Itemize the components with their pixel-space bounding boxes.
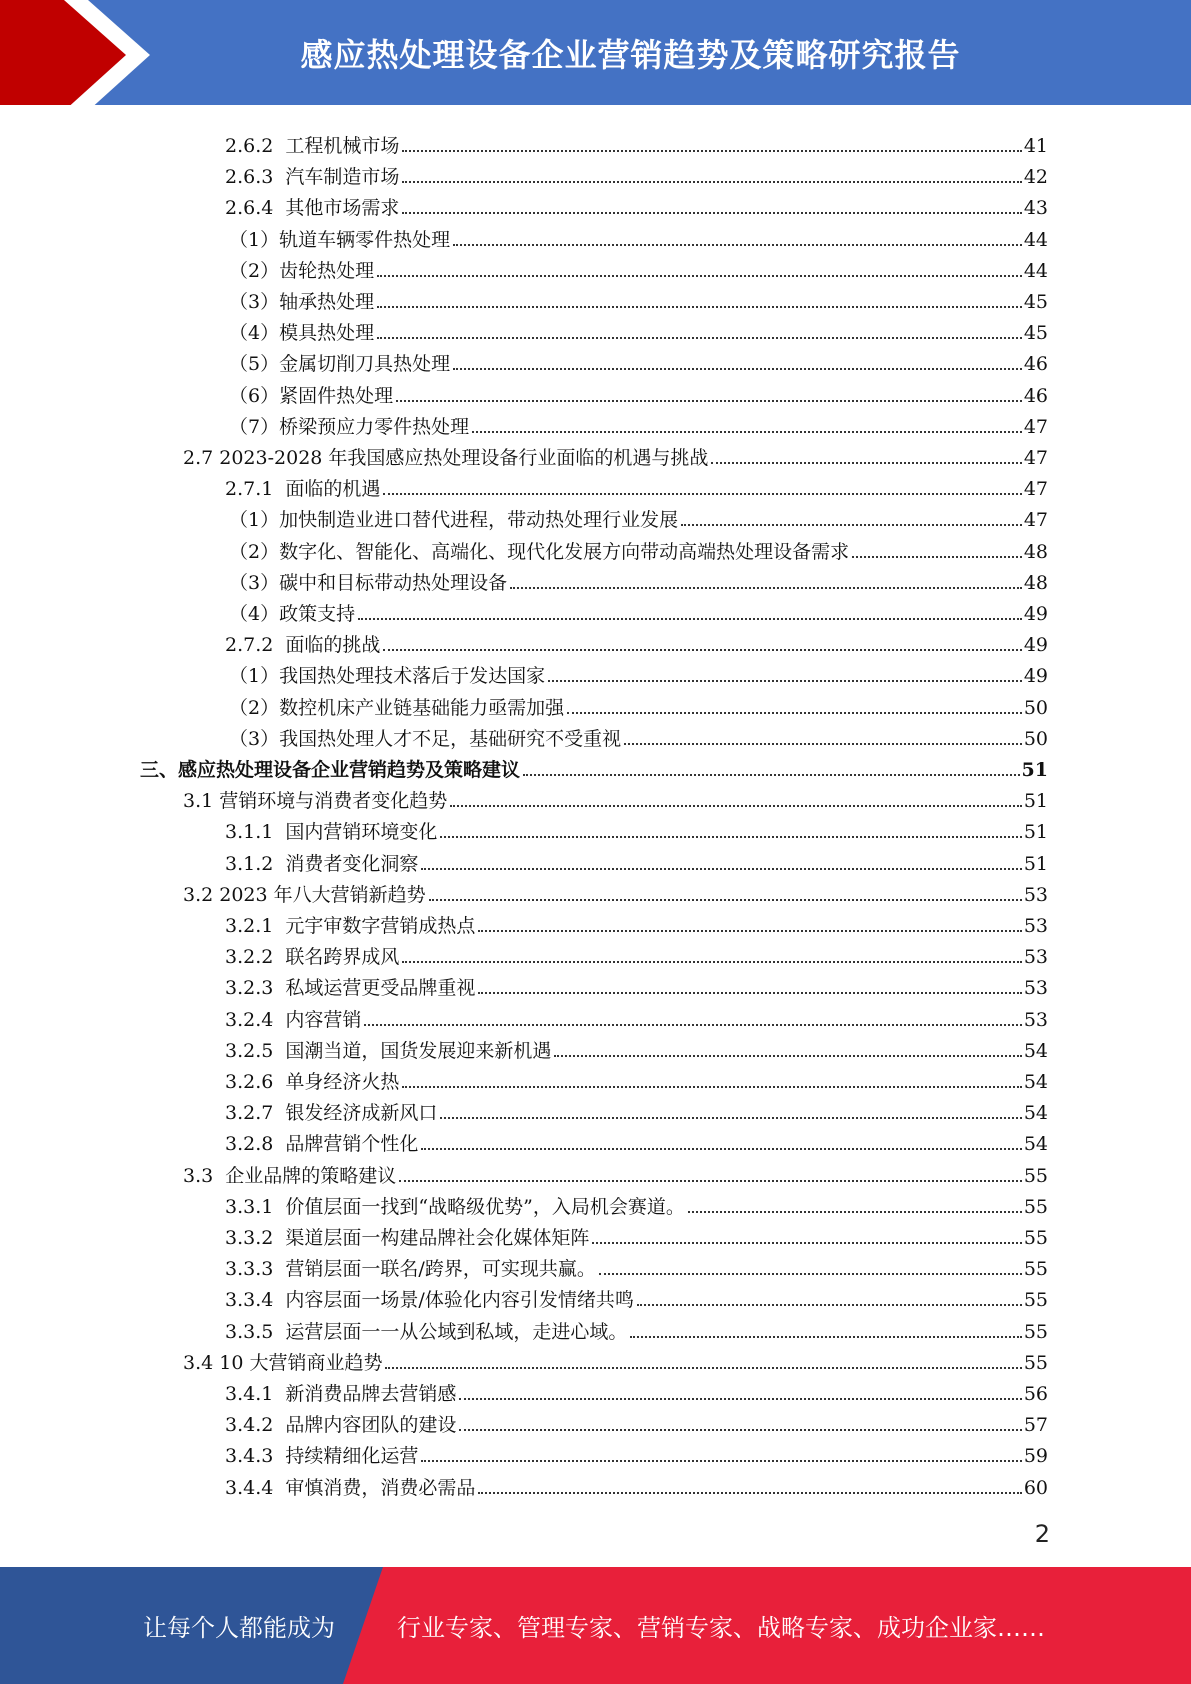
toc-entry-label: 3.2.2 联名跨界成风 — [225, 946, 400, 968]
toc-entry[interactable] — [225, 938, 1048, 969]
toc-entry-label: （2）数字化、智能化、高端化、现代化发展方向带动高端热处理设备需求 — [229, 541, 850, 563]
toc-leader-dots — [478, 930, 1021, 932]
toc-leader-dots — [459, 1429, 1021, 1431]
toc-entry-page: 59 — [1023, 1445, 1048, 1467]
toc-entry[interactable] — [225, 1406, 1048, 1437]
toc-entry-label: （1）轨道车辆零件热处理 — [229, 229, 451, 251]
toc-leader-dots — [711, 462, 1021, 464]
toc-entry[interactable] — [225, 1469, 1048, 1500]
toc-entry[interactable] — [225, 969, 1048, 1000]
toc-entry[interactable] — [229, 252, 1048, 283]
toc-entry-label: 2.7.2 面临的挑战 — [225, 634, 381, 656]
toc-leader-dots — [472, 431, 1022, 433]
toc-entry[interactable] — [225, 1094, 1048, 1125]
toc-leader-dots — [523, 774, 1020, 776]
toc-entry-page: 51 — [1021, 759, 1048, 781]
toc-entry-label: 2.6.4 其他市场需求 — [225, 197, 400, 219]
toc-entry-page: 53 — [1023, 1009, 1048, 1031]
toc-entry[interactable] — [225, 1125, 1048, 1156]
toc-entry-label: 3.3 企业品牌的策略建议 — [183, 1165, 397, 1187]
toc-leader-dots — [440, 1117, 1021, 1119]
toc-entry-page: 53 — [1023, 977, 1048, 999]
report-title: 感应热处理设备企业营销趋势及策略研究报告 — [300, 35, 961, 74]
toc-entry-label: 3.2.4 内容营销 — [225, 1009, 362, 1031]
toc-entry-label: （2）数控机床产业链基础能力亟需加强 — [229, 697, 565, 719]
toc-leader-dots — [510, 587, 1022, 589]
toc-entry-label: 3.3.5 运营层面一一从公域到私域，走进心域。 — [225, 1321, 628, 1343]
toc-leader-dots — [630, 1336, 1021, 1338]
toc-leader-dots — [383, 649, 1021, 651]
toc-entry-page: 46 — [1023, 385, 1048, 407]
toc-entry[interactable] — [225, 813, 1048, 844]
toc-entry-page: 51 — [1023, 853, 1048, 875]
toc-leader-dots — [478, 1492, 1021, 1494]
toc-entry-label: 3.2.3 私域运营更受品牌重视 — [225, 977, 476, 999]
toc-entry-label: 3.4.4 审慎消费，消费必需品 — [225, 1477, 476, 1499]
toc-leader-dots — [402, 181, 1021, 183]
page-header — [0, 0, 1191, 111]
toc-entry[interactable] — [229, 314, 1048, 345]
toc-entry-label: （2）齿轮热处理 — [229, 260, 375, 282]
toc-entry-page: 49 — [1023, 634, 1048, 656]
toc-entry-label: 3.4.1 新消费品牌去营销感 — [225, 1383, 457, 1405]
toc-entry-page: 47 — [1023, 509, 1048, 531]
toc-entry-label: 3.4 10 大营销商业趋势 — [183, 1352, 383, 1374]
toc-entry[interactable] — [225, 1250, 1048, 1281]
footer-slogan: 让每个人都能成为 — [143, 1614, 335, 1642]
toc-entry-page: 48 — [1023, 572, 1048, 594]
toc-entry[interactable] — [183, 439, 1048, 470]
toc-entry-page: 47 — [1023, 447, 1048, 469]
toc-entry-label: （3）我国热处理人才不足，基础研究不受重视 — [229, 728, 622, 750]
toc-leader-dots — [567, 712, 1022, 714]
toc-entry-label: 2.6.3 汽车制造市场 — [225, 166, 400, 188]
toc-entry-page: 48 — [1023, 541, 1048, 563]
toc-entry-label: （5）金属切削刀具热处理 — [229, 353, 451, 375]
toc-entry[interactable] — [225, 845, 1048, 876]
toc-leader-dots — [852, 556, 1022, 558]
toc-entry[interactable] — [225, 907, 1048, 938]
toc-entry-label: 3.2 2023 年八大营销新趋势 — [183, 884, 426, 906]
toc-entry[interactable] — [229, 221, 1048, 252]
toc-entry[interactable] — [183, 1157, 1048, 1188]
toc-entry-label: 2.7 2023-2028 年我国感应热处理设备行业面临的机遇与挑战 — [183, 447, 709, 469]
toc-leader-dots — [377, 306, 1022, 308]
toc-leader-dots — [421, 1460, 1021, 1462]
toc-entry[interactable] — [225, 158, 1048, 189]
toc-entry[interactable] — [183, 1344, 1048, 1375]
toc-leader-dots — [459, 1398, 1021, 1400]
toc-entry-page: 54 — [1023, 1071, 1048, 1093]
toc-leader-dots — [364, 1024, 1021, 1026]
toc-entry-label: （3）碳中和目标带动热处理设备 — [229, 572, 508, 594]
toc-entry-label: （3）轴承热处理 — [229, 291, 375, 313]
toc-entry-page: 44 — [1023, 260, 1048, 282]
toc-entry[interactable] — [229, 657, 1048, 688]
toc-entry[interactable] — [225, 1281, 1048, 1312]
toc-entry[interactable] — [229, 720, 1048, 751]
toc-leader-dots — [554, 1055, 1021, 1057]
toc-entry[interactable] — [229, 533, 1048, 564]
toc-leader-dots — [592, 1242, 1021, 1244]
toc-entry-page: 54 — [1023, 1102, 1048, 1124]
toc-leader-dots — [637, 1304, 1022, 1306]
toc-leader-dots — [421, 1148, 1021, 1150]
toc-entry[interactable] — [229, 408, 1048, 439]
toc-entry-label: 3.3.2 渠道层面一构建品牌社会化媒体矩阵 — [225, 1227, 590, 1249]
toc-leader-dots — [377, 337, 1022, 339]
toc-entry-label: 2.6.2 工程机械市场 — [225, 135, 400, 157]
toc-entry-label: 3.4.2 品牌内容团队的建设 — [225, 1414, 457, 1436]
toc-entry-page: 55 — [1023, 1227, 1048, 1249]
toc-leader-dots — [399, 1180, 1022, 1182]
toc-entry-label: 3.3.1 价值层面一找到“战略级优势”，入局机会赛道。 — [225, 1196, 685, 1218]
toc-entry-label: （6）紧固件热处理 — [229, 385, 394, 407]
toc-entry-label: 2.7.1 面临的机遇 — [225, 478, 381, 500]
toc-entry[interactable] — [225, 1313, 1048, 1344]
toc-entry-page: 51 — [1023, 821, 1048, 843]
toc-entry[interactable] — [225, 189, 1048, 220]
toc-leader-dots — [383, 493, 1021, 495]
toc-entry-page: 53 — [1023, 884, 1048, 906]
toc-leader-dots — [453, 244, 1022, 246]
toc-leader-dots — [402, 212, 1021, 214]
toc-entry-label: 3.1.2 消费者变化洞察 — [225, 853, 419, 875]
toc-entry-page: 45 — [1023, 322, 1048, 344]
toc-entry-page: 50 — [1023, 697, 1048, 719]
toc-entry-page: 54 — [1023, 1133, 1048, 1155]
toc-entry-label: 3.1 营销环境与消费者变化趋势 — [183, 790, 448, 812]
page-footer — [0, 1567, 1191, 1684]
toc-entry-page: 47 — [1023, 478, 1048, 500]
toc-entry-label: 3.2.8 品牌营销个性化 — [225, 1133, 419, 1155]
toc-entry-page: 55 — [1023, 1352, 1048, 1374]
footer-tagline: 行业专家、管理专家、营销专家、战略专家、成功企业家…… — [397, 1614, 1045, 1642]
toc-entry-page: 49 — [1023, 665, 1048, 687]
toc-entry-page: 42 — [1023, 166, 1048, 188]
toc-entry-label: 3.3.4 内容层面一场景/体验化内容引发情绪共鸣 — [225, 1289, 634, 1311]
toc-entry-label: 3.2.7 银发经济成新风口 — [225, 1102, 438, 1124]
toc-leader-dots — [421, 868, 1021, 870]
toc-leader-dots — [453, 368, 1022, 370]
toc-entry-label: 3.3.3 营销层面一联名/跨界，可实现共赢。 — [225, 1258, 596, 1280]
toc-entry-page: 44 — [1023, 229, 1048, 251]
toc-entry[interactable] — [225, 1375, 1048, 1406]
toc-entry-page: 53 — [1023, 946, 1048, 968]
toc-leader-dots — [396, 400, 1022, 402]
toc-entry[interactable] — [229, 564, 1048, 595]
toc-entry[interactable] — [225, 1437, 1048, 1468]
toc-entry-label: （1）我国热处理技术落后于发达国家 — [229, 665, 546, 687]
toc-entry-label: 3.4.3 持续精细化运营 — [225, 1445, 419, 1467]
toc-entry-page: 60 — [1023, 1477, 1048, 1499]
toc-entry-page: 46 — [1023, 353, 1048, 375]
toc-entry-page: 41 — [1023, 135, 1048, 157]
toc-entry-page: 56 — [1023, 1383, 1048, 1405]
toc-leader-dots — [377, 275, 1022, 277]
toc-entry[interactable] — [225, 470, 1048, 501]
toc-entry-label: （4）模具热处理 — [229, 322, 375, 344]
toc-entry[interactable] — [183, 876, 1048, 907]
toc-entry-label: 3.2.6 单身经济火热 — [225, 1071, 400, 1093]
toc-entry-page: 55 — [1023, 1289, 1048, 1311]
toc-entry[interactable] — [225, 1063, 1048, 1094]
toc-leader-dots — [358, 618, 1022, 620]
toc-entry-page: 55 — [1023, 1258, 1048, 1280]
toc-entry[interactable] — [229, 689, 1048, 720]
toc-entry-label: （1）加快制造业进口替代进程，带动热处理行业发展 — [229, 509, 679, 531]
toc-leader-dots — [440, 836, 1021, 838]
toc-entry-page: 55 — [1023, 1196, 1048, 1218]
toc-entry[interactable] — [225, 1219, 1048, 1250]
toc-entry-label: （7）桥梁预应力零件热处理 — [229, 416, 470, 438]
page-number: 2 — [1034, 1520, 1050, 1548]
toc-entry-page: 51 — [1023, 790, 1048, 812]
toc-leader-dots — [599, 1273, 1022, 1275]
toc-entry-label: 三、感应热处理设备企业营销趋势及策略建议 — [140, 759, 521, 781]
toc-entry[interactable] — [229, 501, 1048, 532]
toc-entry-page: 47 — [1023, 416, 1048, 438]
toc-entry[interactable] — [229, 377, 1048, 408]
toc-leader-dots — [429, 899, 1022, 901]
toc-entry-label: （4）政策支持 — [229, 603, 356, 625]
toc-leader-dots — [385, 1367, 1021, 1369]
toc-entry[interactable] — [225, 1001, 1048, 1032]
toc-leader-dots — [681, 524, 1022, 526]
toc-entry[interactable] — [225, 626, 1048, 657]
toc-entry-page: 54 — [1023, 1040, 1048, 1062]
toc-entry[interactable] — [225, 127, 1048, 158]
toc-entry[interactable] — [225, 1032, 1048, 1063]
toc-entry-page: 45 — [1023, 291, 1048, 313]
toc-entry[interactable] — [229, 595, 1048, 626]
toc-entry[interactable] — [225, 1188, 1048, 1219]
toc-leader-dots — [624, 743, 1022, 745]
toc-entry-page: 53 — [1023, 915, 1048, 937]
toc-leader-dots — [688, 1211, 1022, 1213]
toc-entry-page: 43 — [1023, 197, 1048, 219]
toc-leader-dots — [402, 961, 1021, 963]
toc-entry[interactable] — [183, 782, 1048, 813]
toc-entry-label: 3.1.1 国内营销环境变化 — [225, 821, 438, 843]
toc-entry[interactable] — [140, 751, 1048, 782]
toc-entry-page: 50 — [1023, 728, 1048, 750]
toc-leader-dots — [402, 1086, 1021, 1088]
toc-entry[interactable] — [229, 345, 1048, 376]
toc-entry-page: 49 — [1023, 603, 1048, 625]
toc-leader-dots — [478, 992, 1021, 994]
toc-leader-dots — [450, 805, 1022, 807]
toc-entry[interactable] — [229, 283, 1048, 314]
toc-entry-page: 55 — [1023, 1321, 1048, 1343]
toc-entry-page: 57 — [1023, 1414, 1048, 1436]
toc-entry-label: 3.2.1 元宇审数字营销成热点 — [225, 915, 476, 937]
toc-entry-label: 3.2.5 国潮当道，国货发展迎来新机遇 — [225, 1040, 552, 1062]
toc-leader-dots — [402, 150, 1021, 152]
toc-entry-page: 55 — [1023, 1165, 1048, 1187]
toc-leader-dots — [548, 680, 1022, 682]
